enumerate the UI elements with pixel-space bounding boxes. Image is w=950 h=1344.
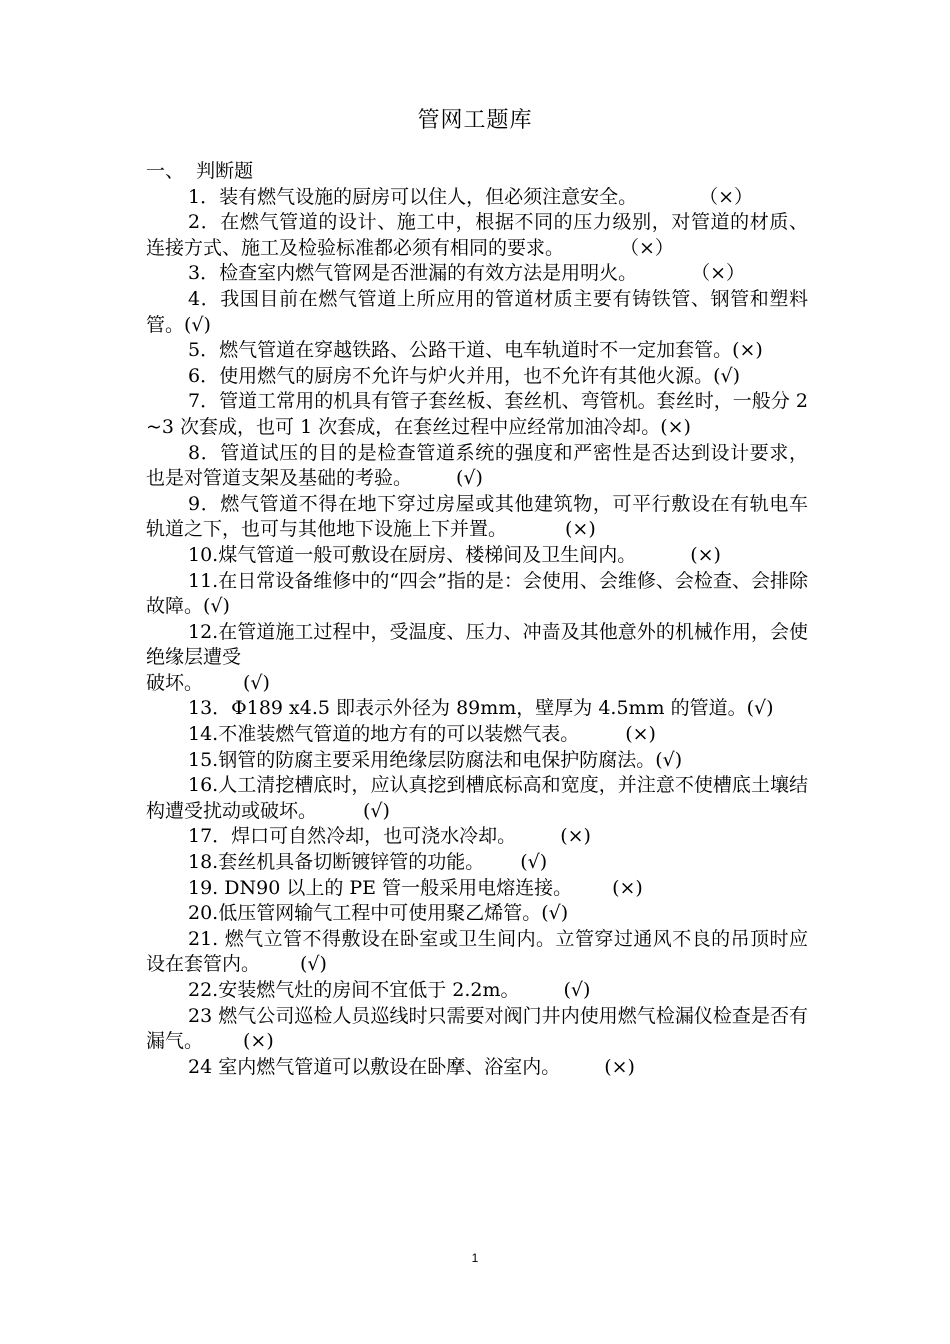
- question-text: 21. 燃气立管不得敷设在卧室或卫生间内。立管穿过通风不良的吊顶时应设在套管内。: [146, 927, 808, 976]
- question-text: 4．我国目前在燃气管道上所应用的管道材质主要有铸铁管、钢管和塑料管。: [146, 287, 808, 336]
- question-answer: (√): [300, 953, 327, 976]
- question-answer: （×）: [699, 185, 754, 208]
- question-item: [146, 287, 808, 338]
- question-text: 20.低压管网输气工程中可使用聚乙烯管。: [188, 902, 542, 925]
- question-item: [146, 1004, 808, 1055]
- document-title: 管网工题库: [417, 108, 533, 133]
- question-item: [146, 876, 808, 902]
- question-answer: （×）: [620, 236, 674, 259]
- question-item: [146, 722, 808, 748]
- question-text: 18.套丝机具备切断镀锌管的功能。: [188, 851, 485, 874]
- question-answer: (×): [690, 543, 721, 566]
- question-text: 14.不准装燃气管道的地方有的可以装燃气表。: [188, 723, 580, 746]
- question-answer: （×）: [691, 262, 746, 285]
- question-item: [146, 569, 808, 620]
- question-text: 7．管道工常用的机具有管子套丝板、套丝机、弯管机。套丝时，一般分 2~3 次套成，也可 1 次套成，在套丝过程中应经常加油冷却。: [146, 390, 808, 438]
- section-heading: 一、 判断题: [146, 160, 254, 182]
- question-text: 10.煤气管道一般可敷设在厨房、楼梯间及卫生间内。: [188, 543, 637, 566]
- question-text: 11.在日常设备维修中的“四会”指的是：会使用、会维修、会检查、会排除故障。: [146, 569, 808, 618]
- question-answer: (×): [660, 415, 691, 438]
- question-item: [146, 850, 808, 876]
- question-text: 17．焊口可自然冷却，也可浇水冷却。: [188, 825, 517, 848]
- question-text: 6．使用燃气的厨房不允许与炉火并用，也不允许有其他火源。: [188, 364, 714, 387]
- question-answer: (√): [541, 902, 569, 925]
- question-item: [146, 389, 808, 440]
- question-item: [146, 620, 808, 697]
- question-text: 2．在燃气管道的设计、施工中，根据不同的压力级别，对管道的材质、连接方式、施工及检验标准都必须有相同的要求。: [146, 211, 808, 259]
- question-answer: (√): [203, 595, 230, 618]
- question-text: 12.在管道施工过程中，受温度、压力、冲啬及其他意外的机械作用，会使绝缘层遭受: [146, 620, 808, 669]
- question-answer: (√): [520, 851, 548, 874]
- question-item: [146, 824, 808, 850]
- question-answer: (√): [563, 979, 591, 1001]
- question-item: [146, 210, 808, 261]
- question-answer: (×): [604, 1055, 635, 1078]
- page-number: 1: [471, 1251, 479, 1265]
- question-item: [146, 338, 808, 364]
- question-answer: (×): [565, 518, 596, 541]
- question-item: [146, 901, 808, 927]
- question-item: [146, 185, 808, 211]
- question-text: 22.安装燃气灶的房间不宜低于 2.2m。: [188, 979, 520, 1001]
- question-answer: (√): [746, 697, 774, 720]
- question-text-continuation: [146, 671, 808, 697]
- question-item: [146, 1055, 808, 1081]
- question-text: 16.人工清挖槽底时，应认真挖到槽底标高和宽度，并注意不使槽底土壤结构遭受扰动或破坏。: [146, 774, 808, 822]
- question-text: 3．检查室内燃气管网是否泄漏的有效方法是用明火。: [188, 262, 638, 285]
- question-text: 5．燃气管道在穿越铁路、公路干道、电车轨道时不一定加套管。: [188, 339, 733, 362]
- question-answer: (×): [732, 339, 763, 362]
- question-text-tail: 破坏。: [146, 671, 204, 694]
- question-answer: (×): [243, 1030, 274, 1053]
- question-text: 23 燃气公司巡检人员巡线时只需要对阀门井内使用燃气检漏仪检查是否有漏气。: [146, 1004, 808, 1053]
- question-answer: (×): [625, 723, 656, 746]
- question-text: 24 室内燃气管道可以敷设在卧摩、浴室内。: [188, 1055, 561, 1078]
- question-item: [146, 441, 808, 492]
- question-answer: (×): [612, 876, 643, 899]
- question-text: 1．装有燃气设施的厨房可以住人，但必须注意安全。: [188, 185, 638, 208]
- question-text: 19. DN90 以上的 PE 管一般采用电熔连接。: [188, 876, 573, 899]
- question-answer: (√): [713, 364, 741, 387]
- question-item: [146, 696, 808, 722]
- question-item: [146, 543, 808, 569]
- question-item: [146, 927, 808, 978]
- question-answer: (√): [243, 671, 270, 694]
- question-item: [146, 261, 808, 287]
- question-text: 9．燃气管道不得在地下穿过房屋或其他建筑物，可平行敷设在有轨电车轨道之下，也可与其他地下设施上下并置。: [146, 492, 808, 541]
- question-answer: (√): [363, 799, 390, 822]
- question-text: 15.钢管的防腐主要采用绝缘层防腐法和电保护防腐法。: [188, 748, 656, 771]
- question-item: [146, 492, 808, 543]
- question-item: [146, 364, 808, 390]
- question-answer: (√): [456, 467, 483, 490]
- question-item: [146, 748, 808, 774]
- question-item: [146, 978, 808, 1004]
- question-answer: (√): [655, 748, 683, 771]
- question-section: [146, 159, 808, 1080]
- question-answer: (×): [560, 825, 591, 848]
- question-item: [146, 773, 808, 824]
- question-text: 8．管道试压的目的是检查管道系统的强度和严密性是否达到设计要求，也是对管道支架及基础的考验。: [146, 441, 808, 490]
- question-answer: (√): [184, 313, 211, 336]
- question-text: 13．Φ189 x4.5 即表示外径为 89mm，壁厚为 4.5mm 的管道。: [188, 697, 747, 720]
